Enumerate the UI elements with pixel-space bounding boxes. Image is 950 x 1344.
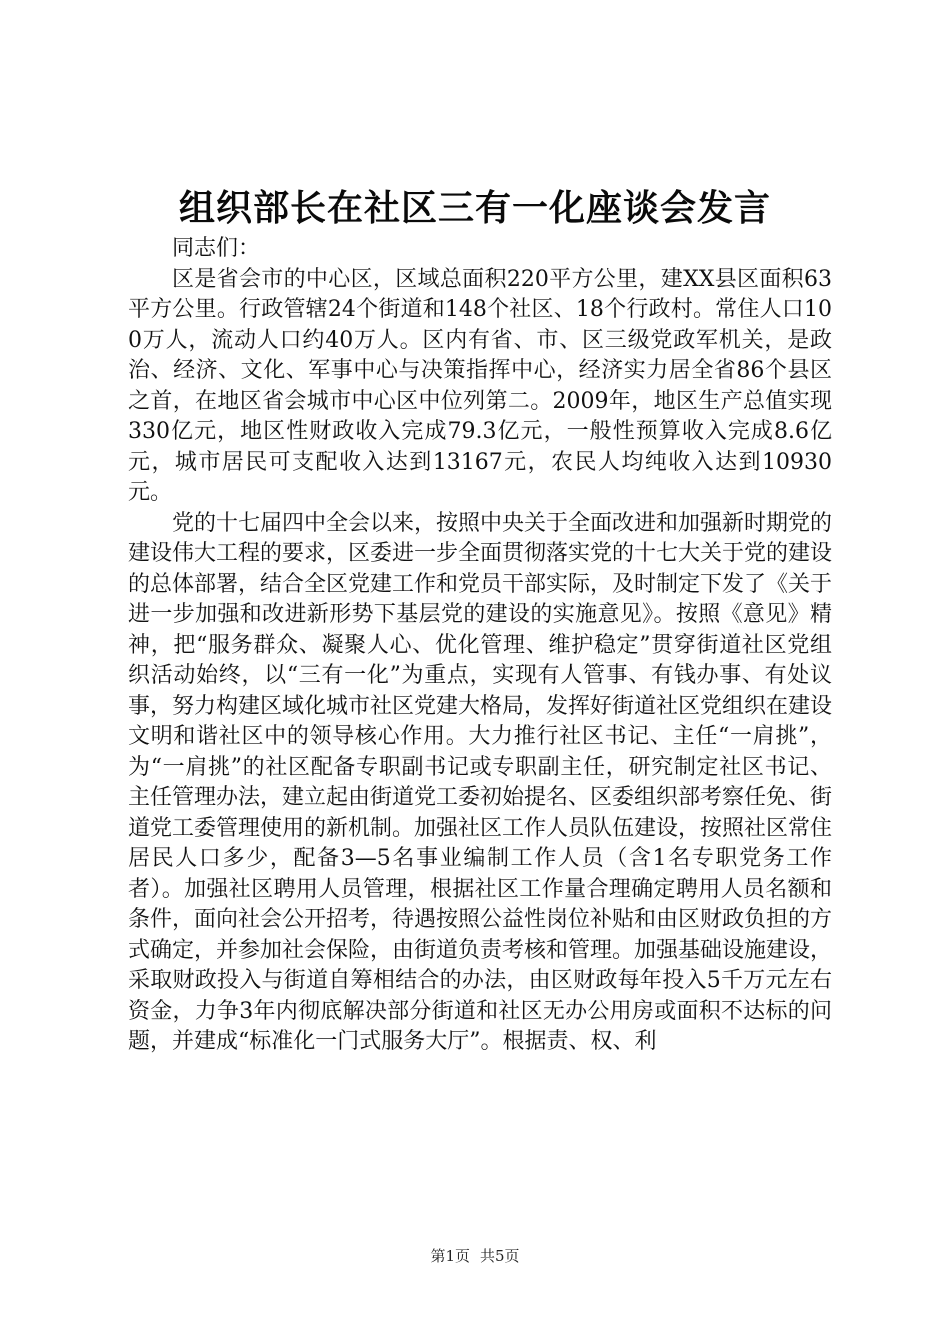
page-total: 共5页 — [480, 1247, 520, 1265]
document-body — [128, 234, 832, 1058]
document-title: 组织部长在社区三有一化座谈会发言 — [178, 187, 771, 229]
page-number: 第1页 — [430, 1247, 470, 1265]
paragraph-overview: 区是省会市的中心区，区域总面积220平方公里，建XX县区面积63平方公里。行政管辖24个街道和148个社区、18个行政村。常住人口100万人，流动人口约40万人。区内有省、市、区三级党政军机关，是政治、经济、文化、军事中心与决策指挥中心，经济实力居全省86个县区之首，在地区省会城市中心区中位列第二。2009年，地区生产总值实现330亿元，地区性财政收入完成79.3亿元，一般性预算收入完成8.6亿元，城市居民可支配收入达到13167元，农民人均纯收入达到10930元。 — [128, 266, 832, 505]
salutation: 同志们： — [172, 236, 261, 261]
paragraph-party-building: 党的十七届四中全会以来，按照中央关于全面改进和加强新时期党的建设伟大工程的要求，区委进一步全面贯彻落实党的十七大关于党的建设的总体部署，结合全区党建工作和党员干部实际，及时制定下发了《关于进一步加强和改进新形势下基层党的建设的实施意见》。按照《意见》精神，把“服务群众、凝聚人心、优化管理、维护稳定”贯穿街道社区党组织活动始终，以“三有一化”为重点，实现有人管事、有钱办事、有处议事，努力构建区域化城市社区党建大格局，发挥好街道社区党组织在建设文明和谐社区中的领导核心作用。大力推行社区书记、主任“一肩挑”，为“一肩挑”的社区配备专职副书记或专职副主任，研究制定社区书记、主任管理办法，建立起由街道党工委初始提名、区委组织部考察任免、街道党工委管理使用的新机制。加强社区工作人员队伍建设，按照社区常住居民人口多少，配备3—5名事业编制工作人员（含1名专职党务工作者）。加强社区聘用人员管理，根据社区工作量合理确定聘用人员名额和条件，面向社会公开招考，待遇按照公益性岗位补贴和由区财政负担的方式确定，并参加社会保险，由街道负责考核和管理。加强基础设施建设，采取财政投入与街道自筹相结合的办法，由区财政每年投入5千万元左右资金，力争3年内彻底解决部分街道和社区无办公用房或面积不达标的问题，并建成“标准化一门式服务大厅”。根据责、权、利 — [128, 510, 833, 1054]
page-footer — [0, 1246, 950, 1266]
